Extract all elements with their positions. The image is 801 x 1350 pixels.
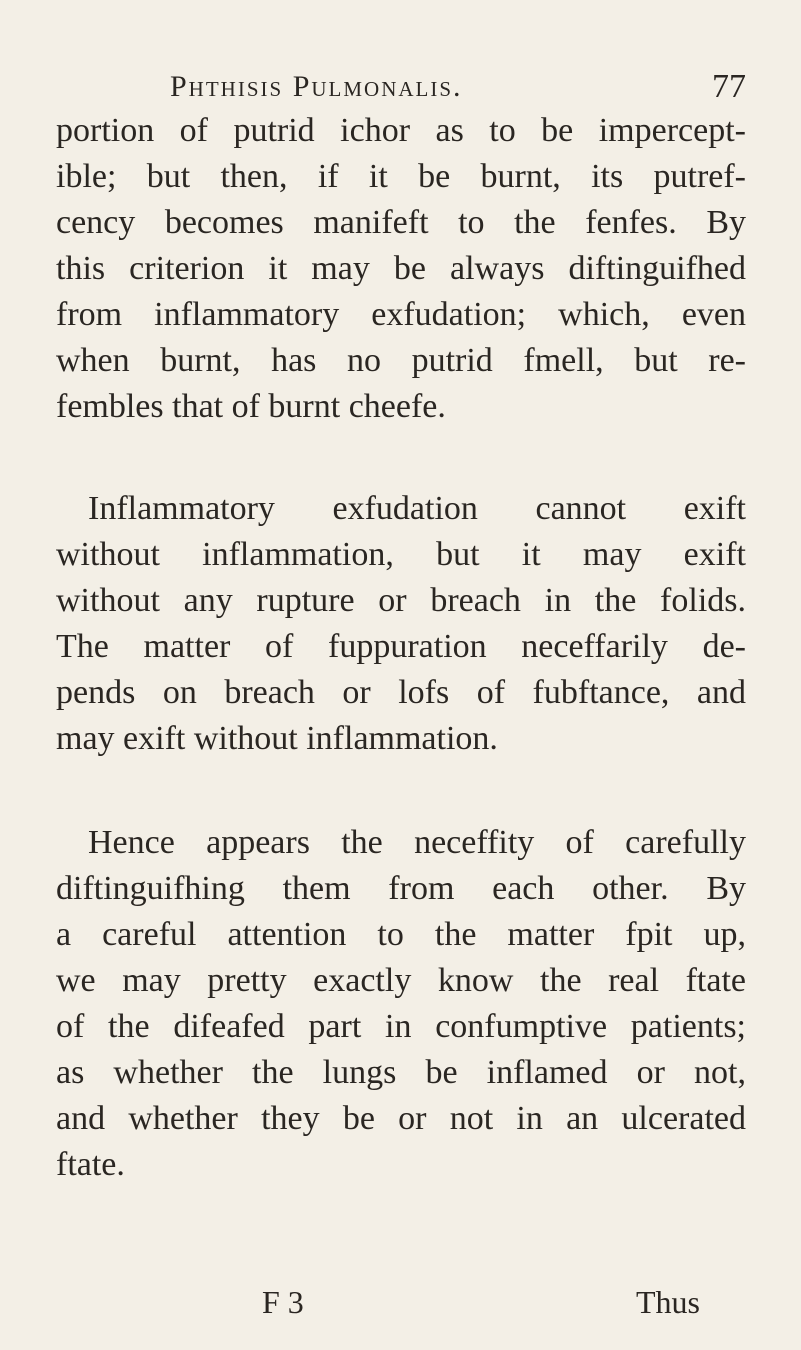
- text-line: as whether the lungs be inflamed or not,: [56, 1054, 746, 1091]
- text-line: without inflammation, but it may exift: [56, 536, 746, 573]
- text-line: cency becomes manifeft to the fenfes. By: [56, 204, 746, 241]
- text-line: fembles that of burnt cheefe.: [56, 388, 446, 425]
- paragraph-1: [56, 108, 746, 430]
- text-line: when burnt, has no putrid fmell, but re-: [56, 342, 746, 379]
- text-line: portion of putrid ichor as to be impercept-: [56, 112, 746, 149]
- text-line: a careful attention to the matter fpit up,: [56, 916, 746, 953]
- text-line: ible; but then, if it be burnt, its putref-: [56, 158, 746, 195]
- text-line: we may pretty exactly know the real ftate: [56, 962, 746, 999]
- text-line: ftate.: [56, 1146, 125, 1183]
- signature-mark: F 3: [262, 1284, 304, 1320]
- text-line: and whether they be or not in an ulcerated: [56, 1100, 746, 1137]
- catchword: Thus: [636, 1284, 700, 1320]
- text-line: from inflammatory exfudation; which, even: [56, 296, 746, 333]
- text-line: may exift without inflammation.: [56, 720, 498, 757]
- text-line: pends on breach or lofs of fubftance, and: [56, 674, 746, 711]
- text-line: diftinguifhing them from each other. By: [56, 870, 746, 907]
- text-line: of the difeafed part in confumptive patients;: [56, 1008, 746, 1045]
- text-line: The matter of fuppuration neceffarily de-: [56, 628, 746, 665]
- paragraph-spacer: [56, 762, 746, 820]
- paragraph-2: [56, 486, 746, 762]
- body-text: [56, 108, 746, 1188]
- running-title: Phthisis Pulmonalis.: [170, 70, 463, 103]
- text-line: this criterion it may be always diftinguifhed: [56, 250, 746, 287]
- paragraph-spacer: [56, 430, 746, 486]
- paragraph-3: [56, 820, 746, 1188]
- text-line: Hence appears the neceffity of carefully: [88, 824, 746, 861]
- text-line: without any rupture or breach in the folids.: [56, 582, 746, 619]
- page-number: 77: [712, 68, 746, 105]
- text-line: Inflammatory exfudation cannot exift: [88, 490, 746, 527]
